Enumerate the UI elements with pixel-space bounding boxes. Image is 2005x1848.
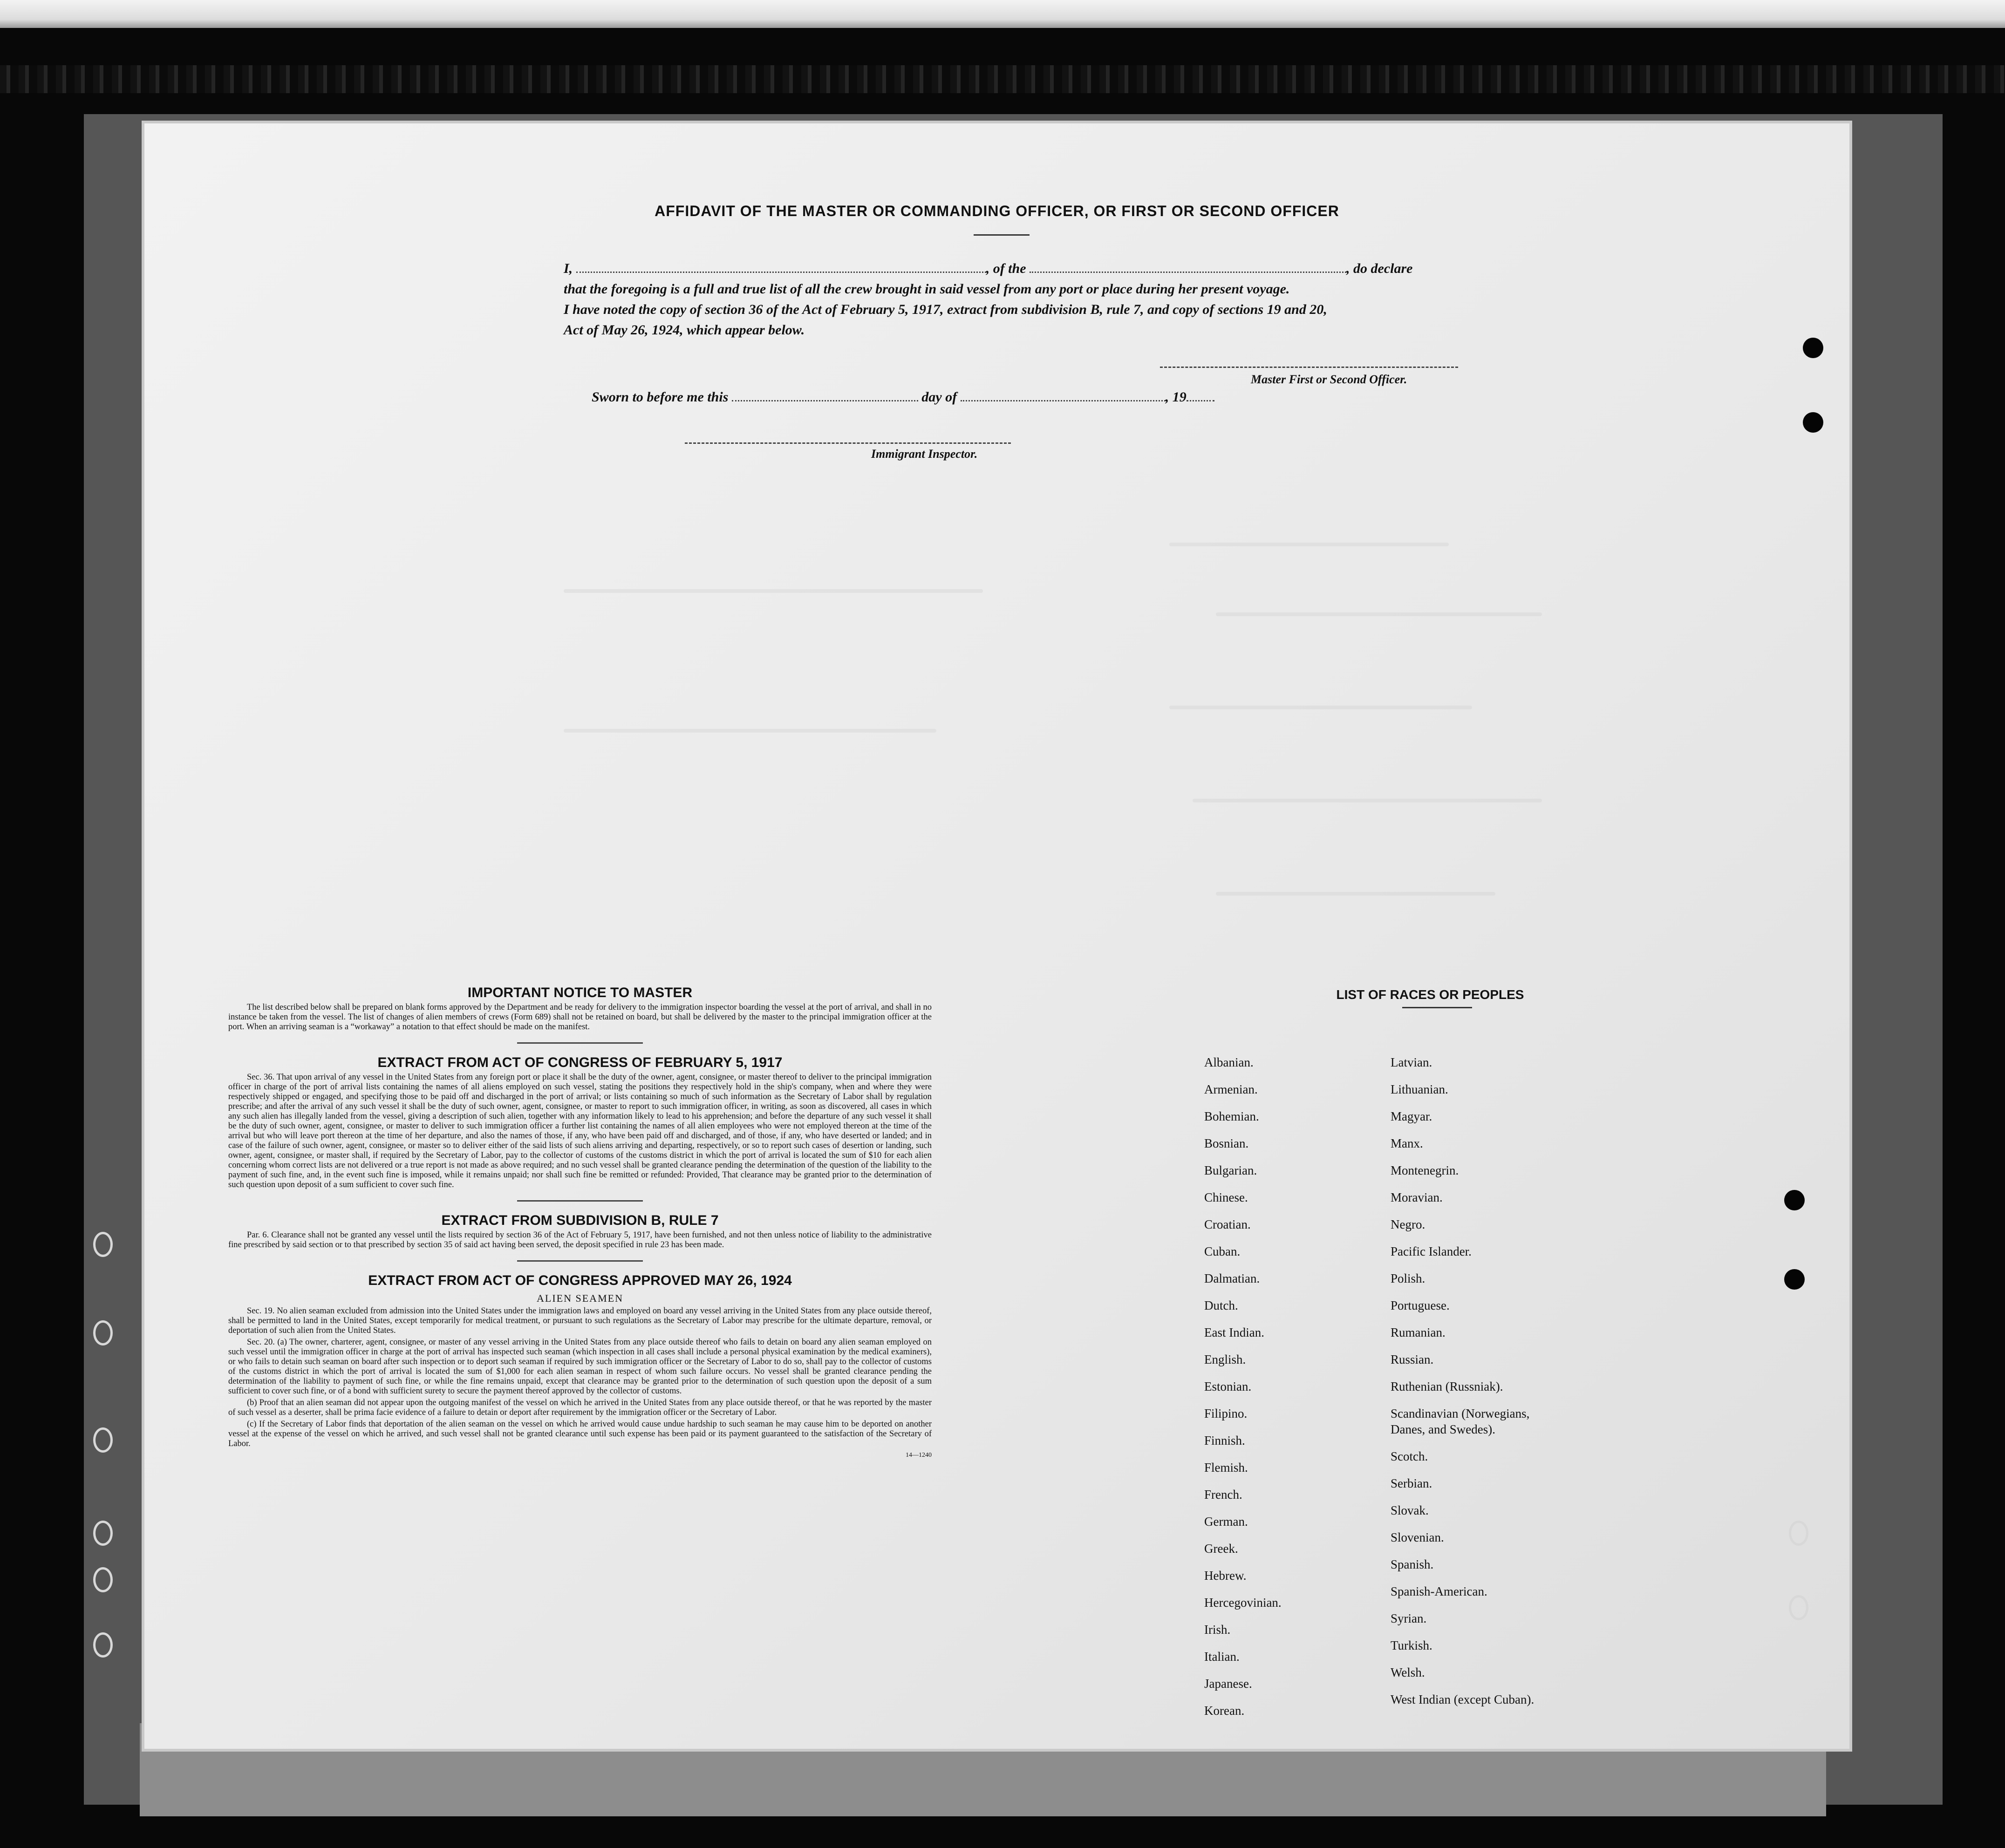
race-item: Manx. [1391,1136,1423,1150]
divider [517,1200,643,1202]
race-item: Estonian. [1204,1379,1252,1393]
race-item: English. [1204,1352,1246,1366]
affidavit-line-2: that the foregoing is a full and true list of all the crew brought in said vessel from any port or place during her present voyage. [564,281,1290,297]
sec-20a-text: Sec. 20. (a) The owner, charterer, agent, consignee, or master of any vessel arriving in the United States from any place outside thereof who fails to detain on board any alien seaman employed on such vessel until the immigration officer in charge at the port of arrival has inspected such seaman (which inspection in all cases shall include a personal physical examination by the medical examiners), or who fails to detain such seaman on board after such inspection or to deport such seaman if required by such immigration officer or the Secretary of Labor to do so, shall pay to the collector of customs of the customs district in which the port of arrival is located the sum of $1,000 for each alien seaman in respect of whom such failure occurs. No vessel shall be granted clearance pending the determination of the liability to payment of such fine, or while the fine remains unpaid, except that clearance may be granted prior to the determination of such question upon the deposit of a sum sufficient to cover such fine, or of a bond with sufficient surety to secure the payment thereof approved by the collector of customs. [228,1338,932,1396]
notice-title: IMPORTANT NOTICE TO MASTER [467,985,693,1000]
races-title-rule [1402,1007,1472,1008]
race-item: Irish. [1204,1623,1231,1637]
sec-20c-text: (c) If the Secretary of Labor finds that deportation of the alien seaman on the vessel on which he arrived would cause undue hardship to such seaman he may cause him to be deported on another vessel at the expense of the vessel on which he arrived, and such vessel shall not be granted clearance until such expense has been paid or its payment guaranteed to the satisfaction of the Secretary of Labor. [228,1420,932,1448]
race-item: East Indian. [1204,1325,1264,1339]
punch-hole [1784,1190,1805,1210]
race-item: Moravian. [1391,1190,1443,1204]
race-item: Flemish. [1204,1461,1248,1474]
bleed-through-mark [564,729,936,733]
race-item: Dutch. [1204,1298,1238,1312]
race-item: Spanish-American. [1391,1584,1487,1598]
scan-edge-band [0,65,2005,93]
affidavit-text [564,258,1630,340]
bleed-through-mark [1169,543,1449,546]
vessel-blank[interactable] [1030,260,1346,273]
master-signature-label: Master First or Second Officer. [1251,373,1407,386]
race-item: Polish. [1391,1271,1425,1285]
sec-20b-text: (b) Proof that an alien seaman did not appear upon the outgoing manifest of the vessel on which he arrived in the United States from any place outside thereof, or that he was reported by the master of such vessel as a deserter, shall be prima facie evidence of a failure to detain or deport after requirement by the immigration officer or the Secretary of Labor. [228,1398,932,1417]
binder-ring [1789,1521,1808,1546]
bleed-through-mark [1193,799,1542,802]
binder-ring [93,1521,113,1546]
race-item: Spanish. [1391,1557,1434,1571]
race-item: Armenian. [1204,1082,1258,1096]
race-item: Turkish. [1391,1638,1432,1652]
race-item: Dalmatian. [1204,1271,1260,1285]
race-item: Hebrew. [1204,1569,1247,1583]
race-item: Magyar. [1391,1109,1432,1123]
race-item: Latvian. [1391,1055,1432,1069]
do-declare-label: , do declare [1346,261,1413,276]
binder-ring [93,1427,113,1453]
race-item: Scandinavian (Norwegians, [1391,1406,1530,1420]
notice-text: The list described below shall be prepared on blank forms approved by the Department and be ready for delivery to the immigration inspector boarding the vessel at the port of arrival, and shall in no instance be taken from the vessel. The list of changes of alien members of crews (Form 689) shall not be retained on board, but shall be delivered by the master to the principal immigration officer at the port. When an arriving seaman is a “workaway” a notation to that effect should be made on the manifest. [228,1003,932,1032]
race-item: Syrian. [1391,1611,1427,1625]
race-item: Filipino. [1204,1406,1248,1420]
day-of-label: day of [921,389,957,405]
extract-1924-title: EXTRACT FROM ACT OF CONGRESS APPROVED MAY 26, 1924 [368,1273,792,1288]
form-number: 14—1240 [906,1452,932,1459]
race-item: Ruthenian (Russniak). [1391,1379,1503,1393]
binder-ring [1789,1595,1808,1620]
race-item: Portuguese. [1391,1298,1450,1312]
bleed-through-mark [1169,706,1472,709]
binder-ring [93,1232,113,1257]
race-item: Albanian. [1204,1055,1254,1069]
i-label: I, [564,261,573,276]
sworn-line [592,389,1214,405]
race-item: Bohemian. [1204,1109,1259,1123]
race-item: Rumanian. [1391,1325,1446,1339]
year-label: , 19 [1165,389,1187,405]
race-item: Korean. [1204,1704,1245,1718]
race-item: Negro. [1391,1217,1425,1231]
master-signature-line[interactable] [1160,367,1458,368]
race-item: Scotch. [1391,1449,1428,1463]
bleed-through-mark [1216,612,1542,616]
notice-section [228,985,932,1459]
race-item: Japanese. [1204,1677,1252,1691]
race-item: Russian. [1391,1352,1434,1366]
race-item: Italian. [1204,1650,1240,1664]
sworn-date-blank[interactable] [732,389,918,401]
binder-ring [93,1567,113,1592]
race-item: Finnish. [1204,1434,1245,1447]
race-item: Lithuanian. [1391,1082,1448,1096]
binder-ring [93,1632,113,1658]
affidavit-line-3: I have noted the copy of section 36 of the Act of February 5, 1917, extract from subdivision B, rule 7, and copy of sections 19 and 20, [564,302,1327,317]
race-item: Serbian. [1391,1476,1432,1490]
name-blank[interactable] [576,260,986,273]
extract-rule7-text: Par. 6. Clearance shall not be granted any vessel until the lists required by section 36 of the Act of February 5, 1917, have been furnished, and not then unless notice of liability to the administrative fine prescribed by said section or to that prescribed by section 35 of said act having been served, the deposit specified in rule 23 has been made. [228,1230,932,1250]
divider [517,1260,643,1262]
races-title: LIST OF RACES OR PEOPLES [1336,987,1524,1002]
race-item: Bulgarian. [1204,1163,1257,1177]
of-the-label: , of the [986,261,1026,276]
bleed-through-mark [1216,892,1495,896]
affidavit-line-1 [564,258,1630,279]
binder-ring [93,1320,113,1345]
punch-hole [1784,1269,1805,1290]
extract-1917-title: EXTRACT FROM ACT OF CONGRESS OF FEBRUARY 5, 1917 [377,1055,783,1070]
race-item: Danes, and Swedes). [1391,1422,1495,1436]
race-item: West Indian (except Cuban). [1391,1692,1534,1706]
alien-seamen-subtitle: ALIEN SEAMEN [537,1292,623,1304]
affidavit-title: AFFIDAVIT OF THE MASTER OR COMMANDING OFFICER, OR FIRST OR SECOND OFFICER [655,203,1339,219]
sworn-year-blank[interactable] [1187,389,1214,401]
affidavit-line-4: Act of May 26, 1924, which appear below. [564,322,805,338]
extract-1917-text: Sec. 36. That upon arrival of any vessel in the United States from any foreign port or place it shall be the duty of the owner, agent, consignee, or master thereof to deliver to the principal immigration officer in charge of the port of arrival lists containing the names of all aliens employed on such vessel, stating the positions they respectively hold in the ship's company, when and where they were respectively shipped or engaged, and specifying those to be paid off and discharged in the port of arrival; or lists containing so much of such information as the Secretary of Labor shall by regulation prescribe; and after the arrival of any such vessel it shall be the duty of such owner, agent, consignee, or master to report to such immigration officer, in writing, as soon as discovered, all cases in which any such alien has illegally landed from the vessel, giving a description of such alien, together with any information likely to lead to his apprehension; and before the departure of any such vessel it shall be the duty of such owner, agent, consignee, or master to deliver to such immigration officer a further list containing the names of all alien employees who were not employed thereon at the time of the arrival but who will leave port thereon at the time of her departure, and also the names of those, if any, who have been paid off and discharged, and of those, if any, who have deserted or landed; and in case of the failure of such owner, agent, consignee, or master so to deliver either of the said lists of such aliens arriving and departing, respectively, or so to report such cases of desertion or landing, such owner, agent, consignee, or master shall, if required by the Secretary of Labor, pay to the collector of customs of the customs district in which the port of arrival is located the sum of $10 for each alien concerning whom correct lists are not delivered or a true report is not made as above required; and no such vessel shall be granted clearance pending the determination of the question of the liability to the payment of such fine, and, in the event such fine is imposed, while it remains unpaid; nor shall such fine be remitted or refunded: Provided, That clearance may be granted prior to the determination of such question upon deposit of a sum sufficient to cover such fine. [228,1073,932,1189]
race-item: Chinese. [1204,1190,1248,1204]
extract-rule7-title: EXTRACT FROM SUBDIVISION B, RULE 7 [441,1213,719,1228]
punch-hole [1803,338,1823,358]
race-item: Montenegrin. [1391,1163,1459,1177]
sworn-month-blank[interactable] [961,389,1166,401]
sworn-prefix: Sworn to before me this [592,389,729,405]
race-item: Welsh. [1391,1665,1425,1679]
race-item: Cuban. [1204,1244,1241,1258]
race-item: Slovak. [1391,1503,1429,1517]
race-item: Croatian. [1204,1217,1251,1231]
sec-19-text: Sec. 19. No alien seaman excluded from admission into the United States under the immigration laws and employed on board any vessel arriving in the United States from any place outside thereof, shall be permitted to land in the United States, except temporarily for medical treatment, or pursuant to such regulations as the Secretary of Labor may prescribe for the ultimate departure, removal, or deportation of such alien from the United States. [228,1306,932,1335]
bleed-through-mark [564,589,983,593]
race-item: French. [1204,1488,1242,1502]
inspector-signature-line[interactable] [685,442,1011,444]
race-item: Hercegovinian. [1204,1596,1282,1610]
race-item: Bosnian. [1204,1136,1249,1150]
race-item: Slovenian. [1391,1530,1444,1544]
document-page [144,123,1849,1749]
inspector-signature-label: Immigrant Inspector. [871,447,978,461]
title-rule [974,234,1030,236]
race-item: Greek. [1204,1542,1238,1556]
race-item: Pacific Islander. [1391,1244,1472,1258]
scan-top-strip [0,0,2005,28]
punch-hole [1803,412,1823,433]
divider [517,1042,643,1044]
race-item: German. [1204,1515,1248,1529]
